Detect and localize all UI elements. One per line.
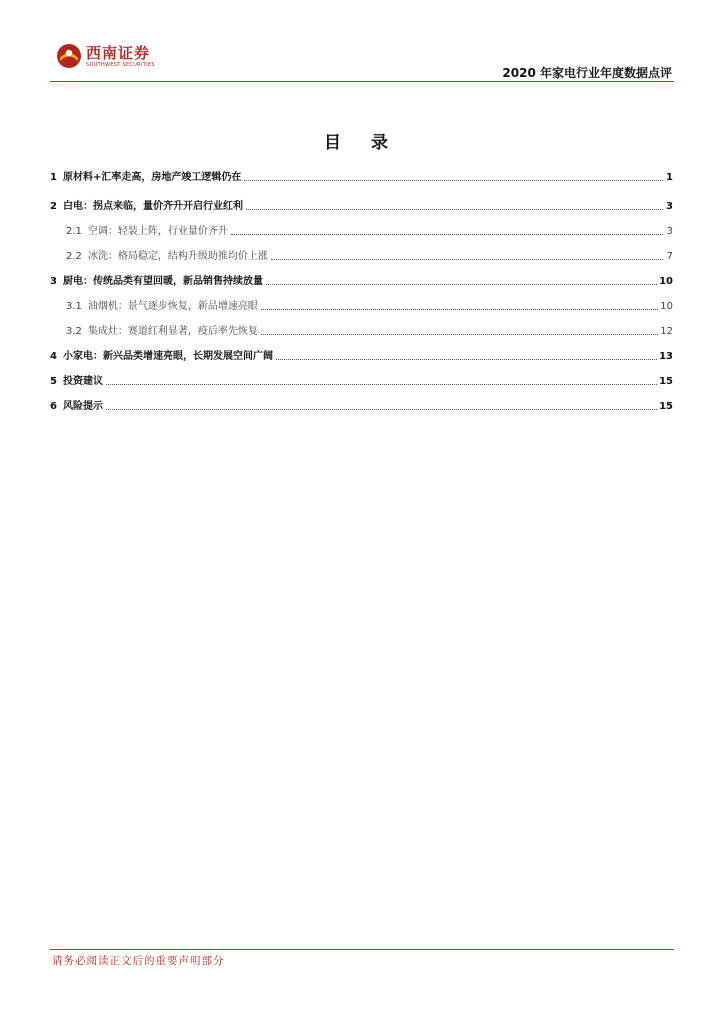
toc-dot-leader [231,233,663,235]
toc-entry-text: 厨电：传统品类有望回暖，新品销售持续放量 [62,276,263,287]
toc-entry[interactable] [50,249,673,262]
toc-entry[interactable] [50,274,673,287]
toc-entry[interactable] [50,199,673,212]
toc-entry-number: 3.1 [66,301,82,312]
toc-entry-page: 10 [659,276,673,287]
toc-entry[interactable] [50,399,673,412]
toc-entry-number: 2 [50,201,57,212]
toc-entry-number: 4 [50,351,57,362]
page-header [0,0,724,84]
toc-entry-page: 7 [666,251,673,262]
toc-entry-page: 15 [659,376,673,387]
logo-text-cn: 西南证券 [86,44,151,62]
toc-dot-leader [266,283,657,285]
toc-entry-text: 风险提示 [62,401,103,412]
toc-entry[interactable] [50,374,673,387]
toc-entry-text: 冰洗：格局稳定，结构升级助推均价上涨 [87,251,268,262]
toc-entry-page: 1 [666,172,673,183]
toc-entry-number: 5 [50,376,57,387]
toc-entry[interactable] [50,224,673,237]
toc-entry[interactable] [50,170,673,183]
toc-entry-number: 6 [50,401,57,412]
toc-dot-leader [271,258,663,260]
company-logo [56,41,216,75]
logo-text-en: SOUTHWEST SECURITIES [86,62,155,68]
toc-entry-text: 白电：拐点来临，量价齐升开启行业红利 [62,201,243,212]
table-of-contents [50,170,673,412]
toc-dot-leader [246,208,663,210]
toc-entry-page: 3 [666,226,673,237]
toc-dot-leader [106,383,657,385]
toc-entry-page: 12 [660,326,673,337]
toc-entry-text: 原材料+汇率走高，房地产竣工逻辑仍在 [62,172,242,183]
toc-title: 目 录 [324,133,400,153]
toc-entry-number: 3.2 [66,326,82,337]
toc-entry-page: 15 [659,401,673,412]
toc-entry-text: 投资建议 [62,376,103,387]
header-divider [50,81,674,82]
toc-entry-text: 空调：轻装上阵，行业量价齐升 [87,226,228,237]
footer-disclaimer: 请务必阅读正文后的重要声明部分 [52,955,225,967]
toc-entry[interactable] [50,324,673,337]
toc-dot-leader [106,408,657,410]
toc-entry[interactable] [50,299,673,312]
toc-entry-number: 3 [50,276,57,287]
toc-dot-leader [261,308,658,310]
footer-divider [50,949,674,950]
toc-entry-text: 集成灶：赛道红利显著，疫后率先恢复 [87,326,258,337]
report-title: 2020 年家电行业年度数据点评 [502,66,672,80]
logo-icon [56,43,82,69]
toc-dot-leader [276,358,657,360]
toc-entry[interactable] [50,349,673,362]
toc-entry-text: 小家电：新兴品类增速亮眼，长期发展空间广阔 [62,351,273,362]
toc-dot-leader [261,333,658,335]
toc-entry-page: 3 [666,201,673,212]
toc-entry-text: 油烟机：景气逐步恢复，新品增速亮眼 [87,301,258,312]
toc-entry-number: 2.1 [66,226,82,237]
toc-entry-page: 13 [659,351,673,362]
toc-entry-number: 1 [50,172,57,183]
toc-entry-page: 10 [660,301,673,312]
toc-entry-number: 2.2 [66,251,82,262]
toc-dot-leader [244,179,663,181]
